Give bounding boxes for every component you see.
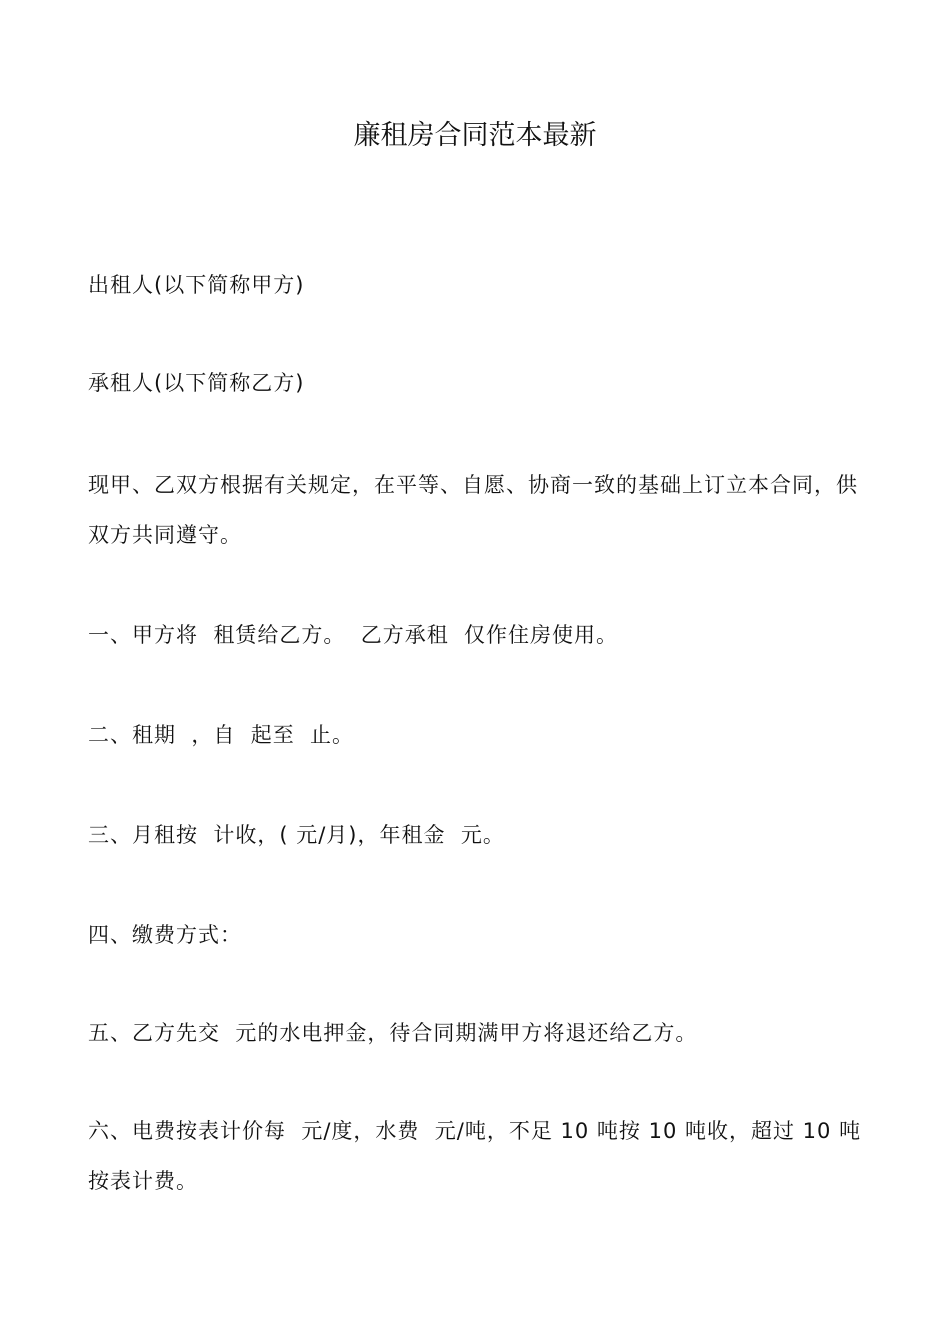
document-title: 廉租房合同范本最新: [353, 120, 597, 151]
clause-6: 六、电费按表计价每 元/度，水费 元/吨，不足 10 吨按 10 吨收，超过 10 吨按表计费。: [88, 1119, 862, 1193]
clause-3: 三、月租按 计收，( 元/月)，年租金 元。: [88, 823, 505, 847]
clause-2: 二、租期 ，自 起至 止。: [88, 723, 355, 747]
clause-4: 四、缴费方式：: [88, 923, 242, 947]
paragraph-lessee: 承租人(以下简称乙方): [88, 371, 305, 395]
clause-5: 五、乙方先交 元的水电押金，待合同期满甲方将退还给乙方。: [88, 1021, 698, 1045]
paragraph-lessor: 出租人(以下简称甲方): [88, 273, 305, 297]
clause-1: 一、甲方将 租赁给乙方。 乙方承租 仅作住房使用。: [88, 623, 619, 647]
paragraph-preamble: 现甲、乙双方根据有关规定，在平等、自愿、协商一致的基础上订立本合同，供双方共同遵守。: [88, 473, 858, 547]
